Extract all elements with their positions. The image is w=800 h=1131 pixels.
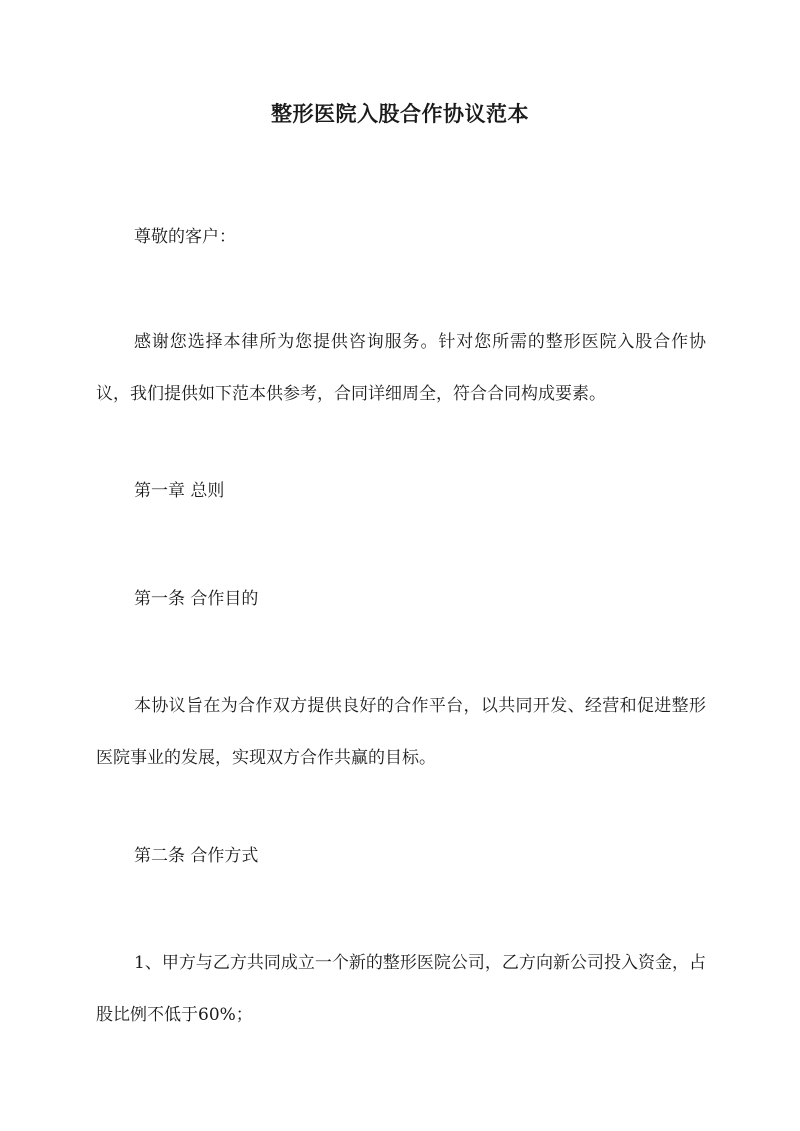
article-2-heading: 第二条 合作方式: [134, 846, 259, 866]
intro-paragraph: 感谢您选择本律所为您提供咨询服务。针对您所需的整形医院入股合作协议，我们提供如下范本供参考，合同详细周全，符合合同构成要素。: [96, 332, 706, 404]
document-title: 整形医院入股合作协议范本: [271, 101, 529, 126]
article-1-heading: 第一条 合作目的: [134, 589, 259, 609]
article-1-body: 本协议旨在为合作双方提供良好的合作平台，以共同开发、经营和促进整形医院事业的发展，实现双方合作共赢的目标。: [96, 696, 706, 768]
article-2-item-1: 1、甲方与乙方共同成立一个新的整形医院公司，乙方向新公司投入资金，占股比例不低于60%；: [96, 953, 706, 1025]
chapter-1-heading: 第一章 总则: [134, 481, 225, 501]
greeting-paragraph: 尊敬的客户：: [134, 227, 236, 247]
